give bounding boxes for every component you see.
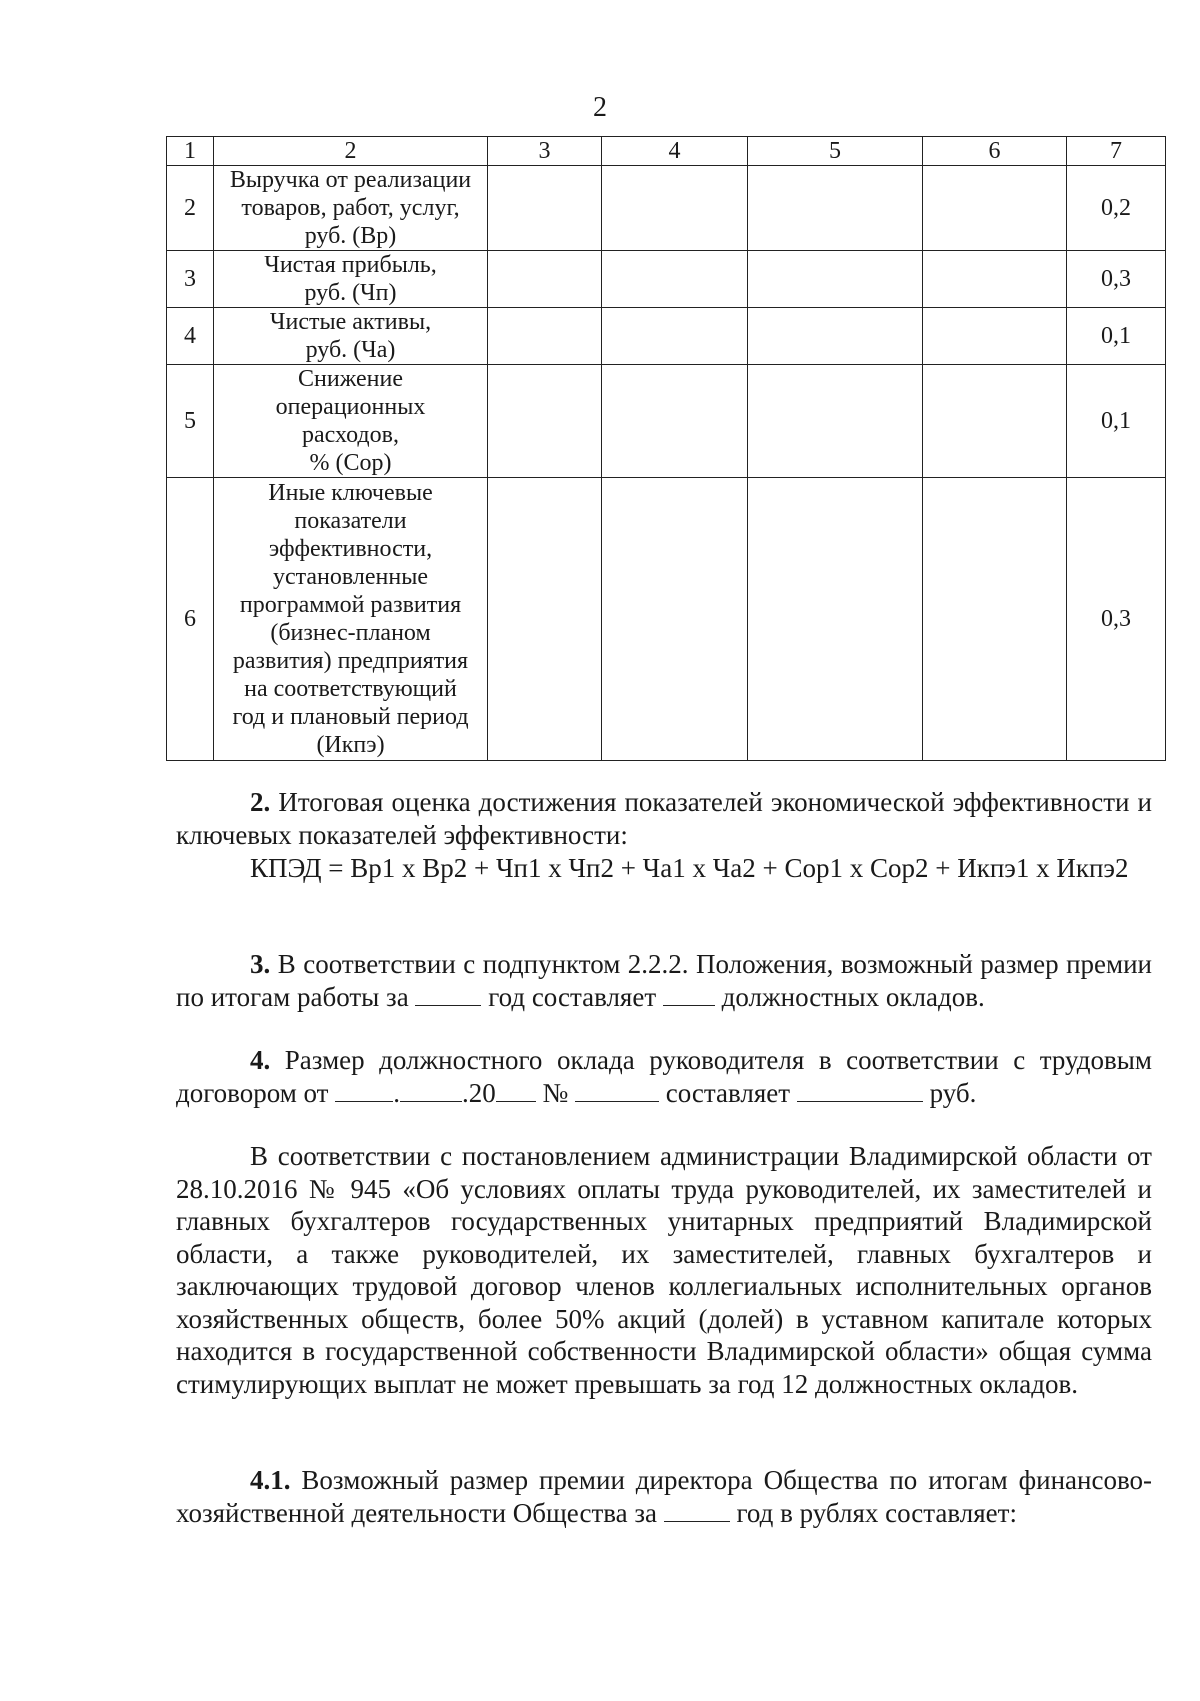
- header-cell: 3: [488, 137, 602, 166]
- table-row: [167, 308, 1166, 365]
- section-4-1-text-b: год в рублях составляет:: [736, 1497, 1017, 1528]
- date-separator: .: [393, 1077, 400, 1108]
- section-2-number: 2.: [250, 787, 271, 817]
- indicator-name-line: на соответствующий: [244, 676, 457, 702]
- indicator-name-line: год и плановый период: [232, 704, 469, 730]
- indicator-name: [214, 166, 488, 251]
- indicator-name: [214, 251, 488, 308]
- table-header-row: [167, 137, 1166, 166]
- section-2-text: Итоговая оценка достижения показателей экономической эффективности и ключевых показателей эффективности:: [176, 787, 1152, 850]
- table-row: [167, 251, 1166, 308]
- empty-cell: [488, 251, 602, 308]
- empty-cell: [923, 365, 1067, 478]
- empty-cell: [923, 166, 1067, 251]
- row-number: 6: [167, 478, 214, 761]
- indicator-name-line: % (Сор): [309, 450, 392, 476]
- year-blank-field[interactable]: [415, 981, 481, 1006]
- section-4-1-paragraph: [176, 1464, 1152, 1529]
- regulation-paragraph: В соответствии с постановлением администрации Владимирской области от 28.10.2016 № 945 «Об условиях оплаты труда руководителей, их заместителей и главных бухгалтеров государственных унитарных предприятий Владимирской области, а также руководителей, их заместителей, главных бухгалтеров и заключающих трудовой договор членов коллегиальных исполнительных органов хозяйственных обществ, более 50% акций (долей) в уставном капитале которых находится в государственной собственности Владимирской области» общая сумма стимулирующих выплат не может превышать за год 12 должностных окладов.: [176, 1141, 1152, 1399]
- bonus-year-blank-field[interactable]: [664, 1497, 730, 1522]
- indicator-name-line: руб. (Чп): [304, 280, 397, 306]
- weight-value: 0,3: [1067, 251, 1166, 308]
- section-4-text-b: составляет: [665, 1077, 791, 1108]
- section-4-number: 4.: [250, 1045, 271, 1075]
- empty-cell: [488, 166, 602, 251]
- section-3-text-c: должностных окладов.: [721, 981, 985, 1012]
- contract-number-blank-field[interactable]: [575, 1077, 659, 1102]
- header-cell: 7: [1067, 137, 1166, 166]
- header-cell: 1: [167, 137, 214, 166]
- indicator-name-line: (Икпэ): [316, 732, 385, 758]
- section-3-number: 3.: [250, 949, 271, 979]
- weight-value: 0,1: [1067, 308, 1166, 365]
- indicator-name-line: Выручка от реализации: [229, 167, 472, 193]
- row-number: 4: [167, 308, 214, 365]
- weight-value: 0,3: [1067, 478, 1166, 761]
- kpi-table: [166, 136, 1166, 761]
- section-4-1-text-a: Возможный размер премии директора Общества по итогам финансово-хозяйственной деятельности Общества за: [176, 1465, 1152, 1528]
- empty-cell: [488, 308, 602, 365]
- indicator-name-line: (бизнес-планом: [270, 620, 431, 646]
- contract-year-blank-field[interactable]: [496, 1077, 536, 1102]
- empty-cell: [923, 308, 1067, 365]
- empty-cell: [488, 365, 602, 478]
- section-4-paragraph: [176, 1044, 1152, 1109]
- contract-month-blank-field[interactable]: [400, 1077, 462, 1102]
- empty-cell: [602, 365, 748, 478]
- section-2-paragraph: [176, 786, 1152, 851]
- section-3-paragraph: [176, 948, 1152, 1013]
- indicator-name-line: Иные ключевые: [268, 480, 433, 506]
- empty-cell: [488, 478, 602, 761]
- table-row: [167, 166, 1166, 251]
- empty-cell: [748, 478, 923, 761]
- page-number: 2: [593, 92, 607, 123]
- indicator-name-line: Чистые активы,: [269, 309, 432, 335]
- indicator-name: [214, 478, 488, 761]
- empty-cell: [923, 478, 1067, 761]
- indicator-name-line: расходов,: [302, 422, 399, 448]
- salaries-count-blank-field[interactable]: [663, 981, 715, 1006]
- kped-formula: КПЭД = Вр1 х Вр2 + Чп1 х Чп2 + Ча1 х Ча2 + Сор1 х Сор2 + Икпэ1 х Икпэ2: [250, 853, 1129, 883]
- weight-value: 0,2: [1067, 166, 1166, 251]
- row-number: 5: [167, 365, 214, 478]
- empty-cell: [923, 251, 1067, 308]
- table-row: [167, 365, 1166, 478]
- section-3-text-b: год составляет: [488, 981, 657, 1012]
- indicator-name: [214, 365, 488, 478]
- row-number: 2: [167, 166, 214, 251]
- indicator-name-line: руб. (Ча): [305, 337, 396, 363]
- empty-cell: [748, 365, 923, 478]
- weight-value: 0,1: [1067, 365, 1166, 478]
- empty-cell: [602, 478, 748, 761]
- indicator-name-line: руб. (Вр): [304, 223, 397, 249]
- salary-amount-blank-field[interactable]: [797, 1077, 923, 1102]
- number-sign: №: [542, 1077, 569, 1108]
- empty-cell: [748, 251, 923, 308]
- header-cell: 2: [214, 137, 488, 166]
- table-row: [167, 478, 1166, 761]
- indicator-name-line: Чистая прибыль,: [264, 252, 437, 278]
- section-3-text-a: В соответствии с подпунктом 2.2.2. Положения, возможный размер премии по итогам работы за: [176, 949, 1152, 1012]
- section-4-1-number: 4.1.: [250, 1465, 291, 1495]
- section-4-text-a: Размер должностного оклада руководителя в соответствии с трудовым договором от: [176, 1045, 1152, 1108]
- indicator-name-line: операционных: [275, 394, 426, 420]
- empty-cell: [748, 166, 923, 251]
- indicator-name-line: показатели: [294, 508, 407, 534]
- indicator-name-line: Снижение: [298, 366, 403, 392]
- header-cell: 4: [602, 137, 748, 166]
- indicator-name-line: товаров, работ, услуг,: [241, 195, 460, 221]
- row-number: 3: [167, 251, 214, 308]
- indicator-name-line: развития) предприятия: [232, 648, 469, 674]
- contract-day-blank-field[interactable]: [335, 1077, 393, 1102]
- header-cell: 5: [748, 137, 923, 166]
- indicator-name: [214, 308, 488, 365]
- indicator-name-line: эффективности,: [268, 536, 433, 562]
- empty-cell: [602, 166, 748, 251]
- indicator-name-line: установленные: [272, 564, 429, 590]
- year-prefix: .20: [461, 1077, 496, 1108]
- header-cell: 6: [923, 137, 1067, 166]
- empty-cell: [602, 308, 748, 365]
- empty-cell: [748, 308, 923, 365]
- section-4-text-c: руб.: [929, 1077, 977, 1108]
- indicator-name-line: программой развития: [239, 592, 462, 618]
- empty-cell: [602, 251, 748, 308]
